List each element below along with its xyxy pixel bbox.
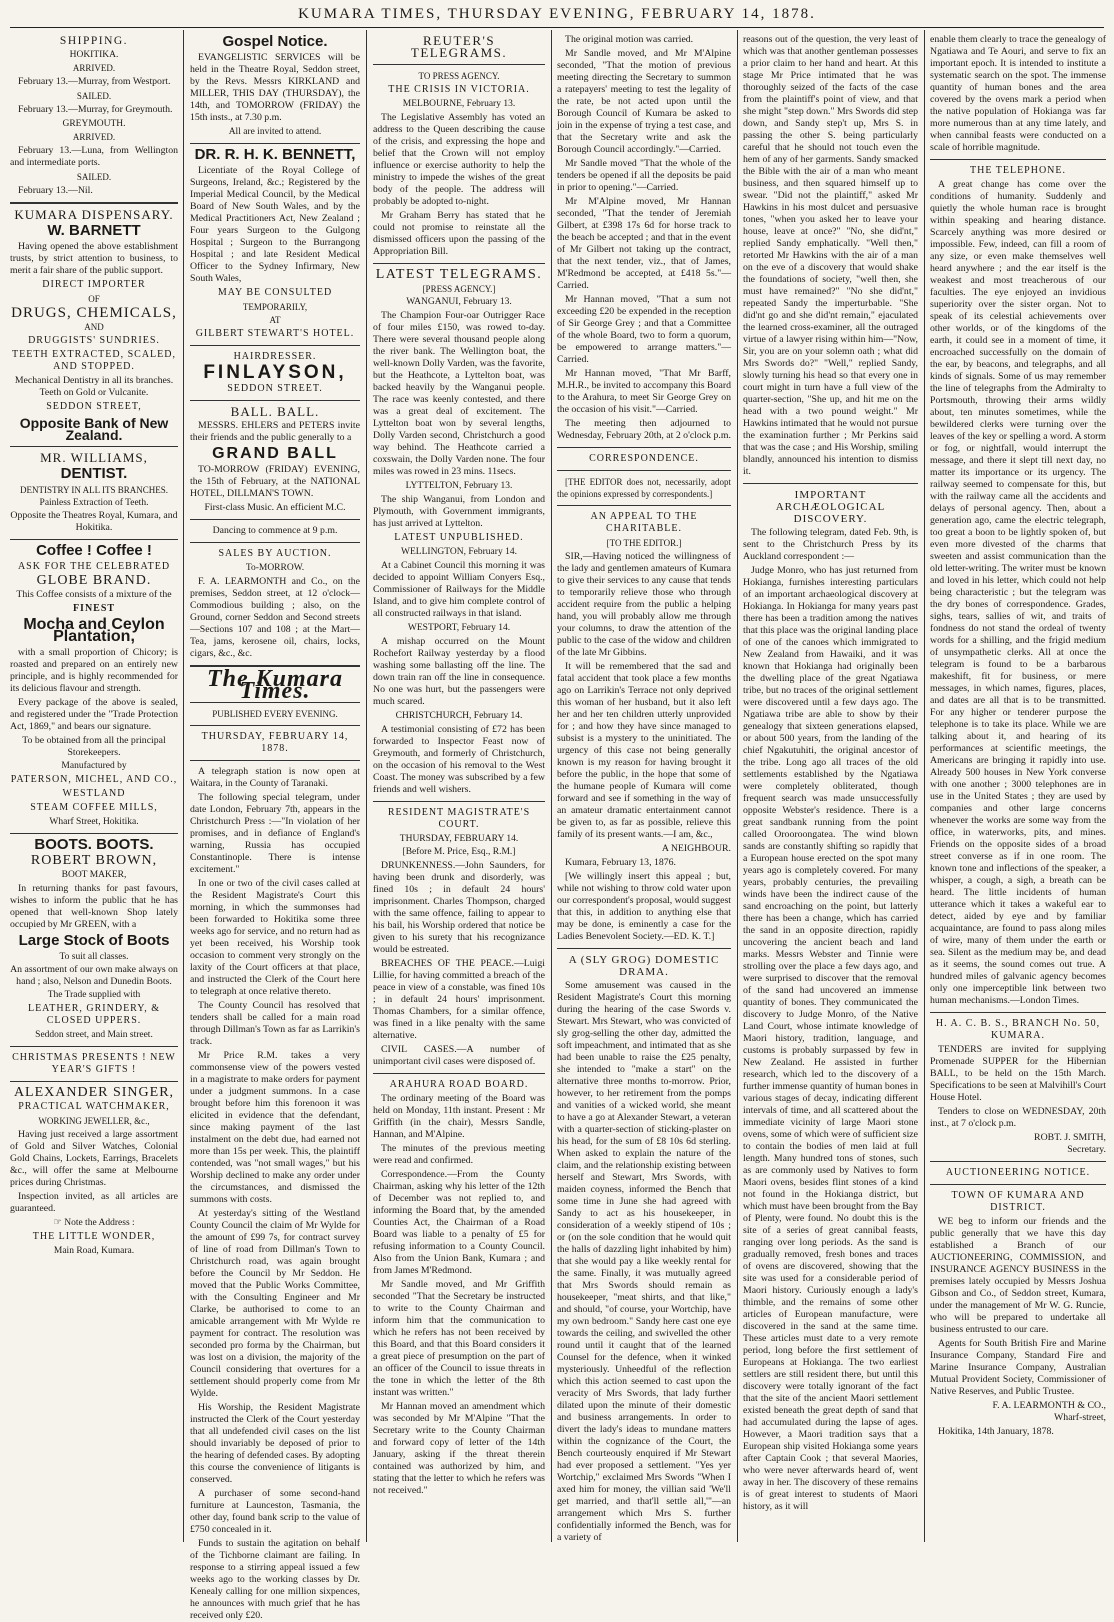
ad-line: TEETH EXTRACTED, SCALED, AND STOPPED. <box>12 349 176 372</box>
ad-line: PUBLISHED EVERY EVENING. <box>212 709 338 719</box>
ad-heading: BALL. BALL. <box>230 404 320 419</box>
shipping-entry: February 13.—Nil. <box>18 185 93 196</box>
article-paragraph: A purchaser of some second-hand furniture at Launceston, Tasmania, the other day, found bank scrip to the value of £750 concealed in it. <box>190 1488 360 1535</box>
ad-name: DR. R. H. K. BENNETT, <box>194 146 356 163</box>
editor-note: [THE EDITOR does not, necessarily, adopt the opinions expressed by correspondents.] <box>557 477 731 499</box>
subheading: SAILED. <box>76 91 112 101</box>
ad-line: DRUGS, CHEMICALS, <box>11 305 177 321</box>
ad-line: PATERSON, MICHEL, AND CO., <box>10 774 178 785</box>
ad-text: TENDERS are invited for supplying Promenade SUPPER for the Hibernian BALL, to be held on the 15th March. Specifications to be seen at Malvihill's Court House Hotel. <box>930 1044 1106 1103</box>
divider <box>930 1184 1106 1185</box>
shipping-entry: February 13.—Luna, from Wellington and intermediate ports. <box>10 145 178 168</box>
ad-line: Manufactured by <box>61 761 127 771</box>
ad-line: Main Road, Kumara. <box>53 1246 135 1256</box>
column-rule <box>551 30 552 1542</box>
ad-line: WESTLAND <box>62 788 126 799</box>
article-heading: LATEST TELEGRAMS. <box>375 267 543 282</box>
column-1 <box>10 32 178 1542</box>
signature: ROBT. J. SMITH, <box>1034 1132 1106 1143</box>
ad-line: The Trade supplied with <box>47 990 141 1000</box>
divider <box>930 159 1106 160</box>
article-paragraph: Mr Hannan moved, "That a sum not exceeding £20 be expended in the reception of Sir George Grey ; and that a Committee of the whole Board, two to form a quorum, be empowered to arrange matters."—Carried. <box>557 294 731 365</box>
article-paragraph: reasons out of the question, the very least of which was that another gentleman possesses a prior claim to her hand and heart. At this stage Mr Price intimated that he was thoroughly seized of the facts of the case from the plaintiff's point of view, and that she might "step down." Mrs Swords did step down, and Sandy step't up, Mrs S. in passing the other S. being particularly careful that he should not touch even the hem of any of her garments. Sandy smacked the Bible with the air of a man who meant business, and then squared himself up to swear. "Did not the plaintiff," asked Mr Hawkins in his most dulcet and persuasive tones, "when you asked her to leave your house, leave at once?" "No, she did'nt," replied Sandy emphatically. "Well then," retorted Mr Hawkins with the air of a man on the eve of a discovery that would shake the foundations of society, "well then, she must have remained?" "No she did'nt," repeated Sandy the imperturbable. "She did'nt go and she did'nt remain," ejaculated the learned cross-examiner, all the outraged virtue of a lawyer rising within him—"Now, Sir, you are on your solemn oath ; what did Mrs Swords do?" "Well," replied Sandy, slowly turning his head so that every one in court might in turn have a full view of the quarter-section, "She up, and hit me on the head with a two pound weight." Mr Hawkins intimated that he would not pursue the examination further ; Mr Perkins said that was the case ; and His Worship, smiling blandly, announced his intention to dismiss it. <box>743 34 918 477</box>
divider <box>373 801 545 802</box>
article-paragraph: The ship Wanganui, from London and Plymouth, with Government immigrants, has just arrived at Lyttelton. <box>373 494 545 529</box>
ad-text: MESSRS. EHLERS and PETERS invite their friends and the public generally to a <box>190 420 360 443</box>
shipping-entry: February 13.—Murray, for Greymouth. <box>18 104 173 115</box>
ad-heading: KUMARA DISPENSARY. <box>14 207 174 222</box>
article-heading: IMPORTANT ARCHÆOLOGICAL DISCOVERY. <box>775 489 886 525</box>
ad-heading: H. A. C. B. S., BRANCH No. 50, KUMARA. <box>935 1018 1101 1041</box>
ad-line: Large Stock of Boots <box>18 932 170 949</box>
divider <box>10 833 178 834</box>
ad-line: ASK FOR THE CELEBRATED <box>17 561 171 572</box>
signature: Wharf-street, <box>1054 1412 1106 1423</box>
ad-heading: SALES BY AUCTION. <box>218 548 332 559</box>
article-paragraph: A telegraph station is now open at Waitara, in the County of Taranaki. <box>190 766 360 789</box>
address-note <box>10 1217 178 1229</box>
ad-heading: TOWN OF KUMARA AND DISTRICT. <box>951 1190 1085 1213</box>
article-paragraph: Mr Hannan moved an amendment which was seconded by Mr M'Alpine "That the Secretary write to the County Chairman and forward copy of letter of the 14th January, asking if the threat therein contained was authorized by him, and stating that the letter to which he refers was not received." <box>373 1401 545 1496</box>
ad-text: To be obtained from all the principal Storekeepers. <box>22 735 166 758</box>
article-paragraph: In one or two of the civil cases called at the Resident Magistrate's Court this morning, in which the summonses had been forwarded to Hokitika some three weeks ago for service, and no return had as yet been received, his Worship took occasion to comment very strongly on the laxity of the Court officers at that place, and instructed the Clerk of the Court here to telegraph at once relative thereto. <box>190 878 360 997</box>
ad-name: FINLAYSON, <box>203 362 347 383</box>
dateline: WESTPORT, February 14. <box>407 623 511 633</box>
divider <box>930 1012 1106 1013</box>
article-heading: THE CRISIS IN VICTORIA. <box>388 84 530 95</box>
ad-line: Mocha and Ceylon Plantation, <box>23 616 165 645</box>
newspaper-title: The Kumara Times. <box>206 666 344 704</box>
article-paragraph: The Champion Four-oar Outrigger Race of four miles £150, was rowed to-day. There were several thousand people along the river bank. The Wellington boat, the well-known Dolly Varden, was the favorite, but the Heathcote, a Lyttelton boat, was backed heavily by the Wanganui people. The race was keenly contested, and there was a great deal of excitement. The Lyttelton boat won by several lengths, Dolly Varden second, Christchurch a good way behind. The Heathcote carried a coxswain, the Dolly Varden none. The four miles was rowed in 23 mins. 11secs. <box>373 310 545 477</box>
article-paragraph: DRUNKENNESS.—John Saunders, for having been drunk and disorderly, was fined 10s ; in default 24 hours' imprisonment. Charles Thompson, charged with the same offence, failing to appear to his bail, his Worship ordered that notice be given to his surety that his recognizance would be estreated. <box>373 860 545 955</box>
article-paragraph: The meeting then adjourned to Wednesday, February 20th, at 2 o'clock p.m. <box>557 418 731 441</box>
dateline: Kumara, February 13, 1876. <box>565 857 677 868</box>
shipping-entry: February 13.—Murray, from Westport. <box>18 76 171 87</box>
ad-line: Seddon street, and Main street. <box>35 1030 153 1040</box>
ad-line: Wharf Street, Hokitika. <box>49 817 139 827</box>
masthead: KUMARA TIMES, THURSDAY EVENING, FEBRUARY 14, 1878. <box>298 6 816 22</box>
ad-heading: BOOTS. BOOTS. <box>34 836 154 853</box>
article-paragraph: The following special telegram, under date London, February 7th, appears in the Christchurch Press :—"In violation of her promises, and in defiance of England's warning, Russia has occupied Constantinople. There is intense excitement." <box>190 792 360 875</box>
article-paragraph: At a Cabinet Council this morning it was decided to appoint William Conyers Esq., Commissioner of Railways for the Middle Island, and to give him complete control of all constructed railways in that island. <box>373 560 545 619</box>
divider <box>190 143 360 144</box>
ad-text: Having opened the above establishment trusts, by strict attention to business, to merit a fair share of the public support. <box>10 241 178 276</box>
subheading: [PRESS AGENCY.] <box>422 284 496 294</box>
divider <box>10 202 178 204</box>
ad-text: WE beg to inform our friends and the public generally that we have this day established a Branch of our AUCTIONEERING, COMMISSION, and INSURANCE AGENCY BUSINESS in the premises lately occupied by Messrs Joshua Gibson and Co., of Seddon street, Kumara, under the management of Mr W. G. Runcie, who will be prepared to undertake all business entrusted to our care. <box>930 1216 1106 1335</box>
article-paragraph: Mr M'Alpine moved, Mr Hannan seconded, "That the tender of Jeremiah Gilbert, at £398 17s 6d for horse track to the beach be accepted ; and that in the event of Mr Gilbert not taking up the contract, that the next tender, viz., that of James, M'Redmond be accepted, at £418 5s."—Carried. <box>557 196 731 291</box>
ad-text: with a small proportion of Chicory; is roasted and prepared on an entirely new principle, and is highly recommended for its delicious flavour and strength. <box>10 647 178 694</box>
ad-line: To-MORROW. <box>245 563 305 573</box>
divider <box>557 470 731 471</box>
article-paragraph: A testimonial consisting of £72 has been forwarded to Inspector Feast now of Greymouth, and formerly of Christchurch, on the occasion of his removal to the West Coast. The money was subscribed by a few friends and well wishers. <box>373 724 545 795</box>
subheading: ARRIVED. <box>72 63 116 73</box>
article-heading: A (SLY GROG) DOMESTIC DRAMA. <box>568 954 720 978</box>
ad-heading: HAIRDRESSER. <box>233 351 317 362</box>
article-paragraph: Judge Monro, who has just returned from Hokianga, furnishes interesting particulars of an important archaeological discovery at Hokianga. In Hokianga for many years past there has been a tradition among the natives that this place was the original landing place of one of the canoes which immigrated to New Zealand from Hawaiki, and it was known that Hokianga had originally been the dwelling place of the great Ngatiawa tribe, but no traces of the original settlement were discovered until a few days ago. The Ngatiawa tribe are able to show by their genealogy that sixteen generations elapsed, or about 500 years, from the landing of the chief Ngakutuhiti, the original ancestor of the tribe. Long ago all traces of the old settlements established by the Ngatiawa were completely obliterated, though frequent search was made unsuccessfully opposite Webster's residence. There is a great sandbank running from the point called Orooroongatea. The wind blown sands are constantly shifting so rapidly that a European house erected on the spot many years ago is completely covered. For many years, probably centuries, the prevailing winds have been the indirect cause of the sand encroaching on the point, but latterly there has been a change, which has carried the sand in an opposite direction, rapidly uncovering the ancient beach and land marks. Messrs Webster and Tinnie were strolling over the place a few days ago, and were surprised to discover that the removal of the sand had uncovered an immense quantity of bones. They communicated the discovery to Judge Monro, of the Native Land Court, whose intimate knowledge of Maori history, tradition, language, and customs is probably surpassed by few in New Zealand. He assisted in further research, which led to the discovery of a further immense quantity of human bones in various stages of decay, indicating different intervals of time, and all scattered about the immediate vicinity of large Maori stone ovens, some of which were of sufficient size to contain the bodies of men laid at full length. Many hundred tons of stones, such as are commonly used by Natives to form Maori ovens, besides flint stones of a kind not found in the Hokianga district, but which must have been brought from the Bay of Plenty, were found. No doubt this is the site of a series of great cannibal feasts, ranging over long periods. As the sand is gradually removed, fresh bones and traces of ovens are discovered, showing that the site was used for a considerable period of Maori history. Curiously enough a lady's thimble, and the remains of some other articles of European manufacture, were discovered in the sand at the same time. These articles must date to a very remote period, long before the first settlement of Europeans at Hokianga. The two earliest settlers are still resident there, but until this discovery were totally ignorant of the fact that the site of the ancient Maori settlement existed beneath the great depth of sand that had accumulated during the lapse of ages. However, a Maori tradition says that a European ship visited Hokianga some years after Captain Cook ; that several Maories, who were never afterwards heard of, went away in her. The discovery of these remains is of great interest to students of Maori history, as it will <box>743 565 918 1512</box>
divider <box>557 505 731 506</box>
ad-line: DIRECT IMPORTER <box>42 279 146 290</box>
divider <box>10 1081 178 1082</box>
ad-line: OF <box>88 294 100 304</box>
ad-heading: CHRISTMAS PRESENTS ! NEW YEAR'S GIFTS ! <box>12 1052 176 1075</box>
ad-text: F. A. LEARMONTH and Co., on the premises, Seddon street, at 12 o'clock—Commodious building ; also, on the Ground, corner Seddon and Second streets—Sections 107 and 108 ; at the Mart—Tea, jams, kerosene oil, chairs, locks, cigars, &c., &c. <box>190 576 360 659</box>
ad-name: W. BARNETT <box>47 222 141 239</box>
column-2 <box>190 32 360 1621</box>
ad-heading: Coffee ! Coffee ! <box>36 542 152 559</box>
ad-line: BOOT MAKER, <box>61 870 127 880</box>
ad-heading: AUCTIONEERING NOTICE. <box>945 1167 1091 1178</box>
subheading: [Before M. Price, Esq., R.M.] <box>402 847 516 857</box>
article-heading: AN APPEAL TO THE CHARITABLE. <box>590 511 698 534</box>
ad-heading: Gospel Notice. <box>222 33 328 50</box>
signature: F. A. LEARMONTH & CO., <box>992 1400 1106 1411</box>
pointing-hand-icon: ☞ <box>53 1218 65 1228</box>
article-paragraph: A great change has come over the conditions of humanity. Suddenly and quietly the whole human race is brought within speaking and hearing distance. Scarcely anything was more desired or impossible. Few, indeed, can fill a room of any size, or even make themselves well heard anywhere ; and the ear itself is the weakest and most treacherous of our faculties. The eye enjoyed an invidious superiority over the sister organ. Not to speak of its celestial achievements over other worlds, or of the kingdoms of the earth, it could see in a moment of time, it encroached successfully on the domain of the ear, by beacons, and telegraphs, and all kinds of signals. Some of us may remember the line of telegraphs from the Admiralty to Portsmouth, throwing their arms wildly about, ten minutes sometimes, while the bewildered clerks were turning over the leaves of the key or spelling a word. A storm or fog, or nightfall, would interrupt the message, and there it slept till next day, no matter its importance or its urgency. The railway seemed to compensate for this, but with the railway came all the accidents and delays of personal agency. Then, about a generation ago, came the electric telegraph, too great a boon to be lightly spoken of, but even more divested of the charms that sweeten and assist communication than the old letter-writing. The writer must be known and loved in his letter, which could not help being characteristic ; but the telegram was the dry bones of correspondence. Grades, sighs, tears, sallies of wit, and traits of fondness do not stand the ordeal of twenty words for a shilling, and the frigid medium of unsympathetic clerks. All at once the telegram is found to be a barbarous makeshift, fit for business, or mere messages, in which names, figures, places, and dates are all that is to be transmitted. For any higher or tenderer purpose the telephone is to take its place. While we are talking about it, and hearing of its performances at scientific meetings, the Americans are bringing it rapidly into use. Already 500 houses in New York converse with one another ; 3000 telephones are in use in the United States ; they are used by companies and other large concerns whenever the works are some way from the office, in waterworks, pits, and mines. Friends on the opposite sides of a broad street converse as if in one room. The known tone and inflections of the speaker, a whisper, a cough, a sigh, a breath can be heard. The little incidents of human utterance which it takes a wakeful ear to detect, aided by eye and by familiar acquaintance, are found to pass along miles of wire, many of them under the earth or sea. Silent as the medium may be, and dead as it seems, the sound comes out true. A hundred miles of galvanic agency becomes only one imperceptible link between two human mechanisms.—London Times. <box>930 179 1106 1006</box>
article-paragraph: BREACHES OF THE PEACE.—Luigi Lillie, for having committed a breach of the peace in view of a constable, was fined 10s ; in default 24 hours' imprisonment. Thomas Chambers, for a similar offence, was fined in a like penalty with the same alternative. <box>373 958 545 1041</box>
ad-line: Painless Extraction of Teeth. <box>39 498 149 508</box>
column-6 <box>930 32 1106 1542</box>
ad-name: ALEXANDER SINGER, <box>13 1085 175 1100</box>
article-paragraph: The original motion was carried. <box>565 34 694 45</box>
ad-line: PRACTICAL WATCHMAKER, <box>18 1101 170 1112</box>
ad-text: Having just received a large assortment of Gold and Silver Watches, Colonial Gold Chains, Lockets, Earrings, Bracelets &c., will offer the same at Melbourne prices during Christmas. <box>10 1129 178 1188</box>
column-3 <box>373 32 545 1542</box>
issue-date: THURSDAY, FEBRUARY 14, 1878. <box>201 731 349 754</box>
ad-line: SEDDON STREET, <box>46 401 142 412</box>
signature: Secretary. <box>1067 1144 1106 1155</box>
ad-text: Agents for South British Fire and Marine Insurance Company, Standard Fire and Marine Insurance Company, Australian Mutual Provident Society, Commissioner of Native Reserves, and Public Trustee. <box>930 1338 1106 1397</box>
divider <box>557 447 731 448</box>
ad-line: Dancing to commence at 9 p.m. <box>212 525 338 536</box>
divider <box>190 345 360 346</box>
ad-line: GLOBE BRAND. <box>36 573 152 588</box>
column-5 <box>743 32 918 1542</box>
dateline: CHRISTCHURCH, February 14. <box>395 711 523 721</box>
ad-line: AND <box>84 322 104 332</box>
article-paragraph: His Worship, the Resident Magistrate instructed the Clerk of the Court yesterday that all undefended civil cases on the list should invariably be deposed of prior to the hearing of defended cases. By adopting this course the convenience of litigants is conserved. <box>190 1402 360 1485</box>
ad-text: EVANGELISTIC SERVICES will be held in the Theatre Royal, Seddon street, by the Revs. Messrs KIRKLAND and MILLER, THIS DAY (THURSDAY), the 14th, and TOMORROW (FRIDAY) the 15th insts., at 7.30 p.m. <box>190 52 360 123</box>
port-heading: GREYMOUTH. <box>62 119 126 129</box>
ad-line: WORKING JEWELLER, &c., <box>38 1116 150 1126</box>
article-paragraph: Mr Hannan moved, "That Mr Barff, M.H.R., be invited to accompany this Board to the Arahura, to meet Sir George Grey on the occasion of his visit."—Carried. <box>557 368 731 415</box>
ad-text: Opposite the Theatres Royal, Kumara, and Hokitika. <box>10 510 178 533</box>
signature: A NEIGHBOUR. <box>661 843 731 854</box>
ad-text: Inspection invited, as all articles are guaranteed. <box>10 1191 178 1214</box>
ad-text: An assortment of our own make always on hand ; also, Nelson and Dunedin Boots. <box>10 964 178 987</box>
ad-line: Opposite Bank of New Zealand. <box>19 415 169 443</box>
masthead-rule <box>10 27 1104 28</box>
ad-line: First-class Music. An efficient M.C. <box>204 502 346 513</box>
ad-line: FINEST <box>72 603 116 614</box>
subheading: TO PRESS AGENCY. <box>418 71 500 81</box>
article-heading: CORRESPONDENCE. <box>589 453 699 464</box>
ad-heading: MR. WILLIAMS, <box>40 450 148 465</box>
divider <box>10 446 178 447</box>
port-heading: HOKITIKA. <box>69 50 119 60</box>
subheading: [TO THE EDITOR.] <box>606 538 682 548</box>
ad-line: To suit all classes. <box>59 952 129 962</box>
ad-line: THE LITTLE WONDER, <box>32 1231 156 1242</box>
ad-line: TEMPORARILY, <box>242 302 308 312</box>
ad-line: Note the Address : <box>64 1218 135 1228</box>
article-paragraph: Mr Sandle moved "That the whole of the tenders be opened if all the deposits be paid in prior to opening."—Carried. <box>557 158 731 193</box>
ad-text: Every package of the above is sealed, and registered under the "Trade Protection Act, 1869," and bears our signature. <box>10 697 178 732</box>
column-rule <box>366 30 367 1542</box>
article-heading: REUTER'S TELEGRAMS. <box>410 33 508 60</box>
editor-note: [We willingly insert this appeal ; but, while not wishing to throw cold water upon our correspondent's proposal, would suggest that this, in addition to anything else that may be done, is eminently a case for the Ladies Benevolent Society.—ED. K. T.] <box>557 871 731 942</box>
ad-text: Mechanical Dentistry in all its branches. Teeth on Gold or Vulcanite. <box>14 375 174 398</box>
shipping-heading: SHIPPING. <box>59 35 129 47</box>
ad-text: Tenders to close on WEDNESDAY, 20th inst., at 7 o'clock p.m. <box>930 1106 1106 1129</box>
article-paragraph: The County Council has resolved that tenders shall be called for a main road through Dillman's Town as far as Larrikin's track. <box>190 1000 360 1047</box>
divider <box>373 1073 545 1074</box>
subheading: ARRIVED. <box>72 132 116 142</box>
divider <box>10 539 178 540</box>
divider <box>10 1046 178 1047</box>
article-heading: THE TELEPHONE. <box>969 165 1067 176</box>
dateline: THURSDAY, FEBRUARY 14. <box>399 834 519 844</box>
column-rule <box>183 30 184 1542</box>
ad-name: ROBERT BROWN, <box>30 853 158 868</box>
subheading: SAILED. <box>76 172 112 182</box>
dateline: WANGANUI, February 13. <box>406 297 512 307</box>
article-paragraph: The ordinary meeting of the Board was held on Monday, 11th instant. Present : Mr Griffith (in the chair), Messrs Sandle, Hannan, and M'Alpine. <box>373 1093 545 1140</box>
divider <box>743 483 918 484</box>
ad-line: LEATHER, GRINDERY, & CLOSED UPPERS. <box>27 1003 161 1026</box>
article-paragraph: SIR,—Having noticed the willingness of the lady and gentlemen amateurs of Kumara to give their services to any cause that tends to temporarily relieve those who through accident require from the public a helping hand, you will probably allow me through your columns, to draw the attention of the public to the case of the widow and children of the late Mr Gibbins. <box>557 551 731 658</box>
dateline: Hokitika, 14th January, 1878. <box>938 1426 1054 1437</box>
dateline: MELBOURNE, February 13. <box>402 99 516 109</box>
ad-line: GRAND BALL <box>212 445 338 462</box>
article-paragraph: Funds to sustain the agitation on behalf of the Tichborne claimant are failing. In response to a stirring appeal issued a few weeks ago to the working classes by Dr. Kenealy calling for one million sixpences, he announces with much grief that he has received only £20. <box>190 1538 360 1621</box>
ad-line: SEDDON STREET. <box>227 383 323 394</box>
article-paragraph: Mr Graham Berry has stated that he could not promise to reinstate all the dismissed officers upon the passing of the Appropriation Bill. <box>373 210 545 257</box>
ad-text: This Coffee consists of a mixture of the <box>16 589 172 600</box>
ad-name: DENTIST. <box>60 465 128 482</box>
article-paragraph: The following telegram, dated Feb. 9th, is sent to the Christchurch Press by its Auckland correspondent :— <box>743 527 918 562</box>
ad-line: MAY BE CONSULTED <box>217 287 333 298</box>
dateline: LYTTELTON, February 13. <box>405 481 513 491</box>
column-rule <box>924 30 925 1542</box>
article-paragraph: The Legislative Assembly has voted an address to the Queen describing the cause of the crisis, and expressing the hope and belief that the Crown will not employ influence or exercise authority to help the ministry to impede the wishes of the great body of the people. The address will probably be adopted to-night. <box>373 112 545 207</box>
ad-text: Licentiate of the Royal College of Surgeons, Ireland, &c.; Registered by the Imperial Medical Council, by the Medical Board of New South Wales, and by the Medical Practitioners Act, New Zealand ; Four years Surgeon to the Gulgong Hospital ; Surgeon to the Burrangong Hospital ; and late Resident Medical Officer to the Sydney Infirmary, New South Wales, <box>190 165 360 284</box>
article-heading: LATEST UNPUBLISHED. <box>394 532 524 543</box>
ad-text: TO-MORROW (FRIDAY) EVENING, the 15th of February, at the NATIONAL HOTEL, DILLMAN'S TOWN. <box>190 464 360 499</box>
divider <box>373 64 545 65</box>
article-paragraph: At yesterday's sitting of the Westland County Council the claim of Mr Wylde for the amount of £99 7s, for contract survey of line of road from Dillman's Town to Christchurch road, was again brought before the Council by Mr Seddon. He moved that the Public Works Committee, with the Consulting Engineer and Mr Clarke, be authorised to come to an amicable arrangement with Mr Wylde re payment for contract. The resolution was seconded pro forma by the Chairman, but was lost on a division, the majority of the Council considering that overtures for a settlement should properly come from Mr Wylde. <box>190 1208 360 1399</box>
ad-text: In returning thanks for past favours, wishes to inform the public that he has opened that well-known Shop lately occupied by Mr GREEN, with a <box>10 883 178 930</box>
article-paragraph: enable them clearly to trace the genealogy of Ngatiawa and Te Aouri, and serve to fix an important epoch. It is intended to institute a systematic search on the spot. The immense quantity of human bones and the area covered by the ovens mark a period when the native population of Hokianga was far more numerous than at any time lately, and when cannibal feasts were conducted on a scale of horrible magnitude. <box>930 34 1106 153</box>
article-paragraph: A mishap occurred on the Mount Rochefort Railway yesterday by a flood washing some ballasting off the line. The down train ran off the line in consequence. No one was hurt, but the passengers were much scared. <box>373 636 545 707</box>
divider <box>930 1161 1106 1162</box>
divider <box>557 948 731 949</box>
divider <box>190 400 360 401</box>
article-paragraph: Mr Sandle moved, and Mr Griffith seconded "That the Secretary be instructed to write to the County Chairman and inform him that the communication to which he refers has not been received by this Board, and that this Board considers it a great piece of presumption on the part of an officer of the Council to issue threats in the tone in which the letter of the 8th instant was written." <box>373 1279 545 1398</box>
ad-line: STEAM COFFEE MILLS, <box>30 802 158 813</box>
divider <box>373 263 545 264</box>
ad-line: All are invited to attend. <box>228 127 322 137</box>
divider <box>190 542 360 543</box>
column-rule <box>737 30 738 1542</box>
column-4 <box>557 32 731 1542</box>
article-paragraph: Some amusement was caused in the Resident Magistrate's Court this morning during the hearing of the case Swords v. Stewart. Mrs Stewart, who was convicted of sly grog-selling the other day, admitted the soft impeachment, and intimated that as she had been unable to raise the £25 penalty, she intended to "make a start" on the alternative three months to-morrow. Prior, however, to her retirement from the pomps and vanities of a wicked world, she meant to have a go at Alexander Stewart, a veteran with a quarter-section of sticking-plaster on his head, for the sum of £8 10s 6d sterling. When asked to explain the nature of the claim, and the relationship existing between herself and Stewart, Mrs Swords, with maiden coyness, informed the Bench that some time in June she had agreed with Sandy to act as his housekeeper, in consideration of a weekly stipend of 10s ; or (on the sole condition that he would quit the halls of dazzling light inhabited by him) that she would pay a like weekly rental for the same. Finally, it was mutually agreed that Mrs Swords should remain as housekeeper, "meat shirts, and that like," and should, "of course, your Wortchip, have my own bedroom." Sandy here cast one eye towards the ceiling, and swivelled the other round until it caught that of the learned Counsel for the defence, when it winked mysteriously. Unheedful of the reflection which this action seemed to cast upon the veracity of Mrs Swords, that lady further dilated upon the minute of their domestic and business arrangements. In order to divert the lady's ideas to mundane matters within the cognizance of the Court, the Bench courteously enquired if Mr Stewart had ever proposed a settlement. "Yes yer Wortchip," exclaimed Mrs Swords "When I axed him for money, the villian said 'We'll get married, and that'll settle all,'"—an arrangement which Mrs S. further confidentially informed the Bench, was for a variety of <box>557 980 731 1543</box>
ad-line: DRUGGISTS' SUNDRIES. <box>28 335 160 346</box>
ad-line: AT <box>269 315 281 325</box>
divider <box>190 760 360 761</box>
article-paragraph: The minutes of the previous meeting were read and confirmed. <box>373 1143 545 1166</box>
dateline: WELLINGTON, February 14. <box>401 547 517 557</box>
ad-line: GILBERT STEWART'S HOTEL. <box>195 328 355 339</box>
article-heading: ARAHURA ROAD BOARD. <box>389 1079 529 1090</box>
article-paragraph: It will be remembered that the sad and fatal accident that took place a few months ago on Larrikin's Terrace not only deprived this woman of her husband, but it also left her and her ten children utterly unprovided for ; and how they have since managed to subsist is a mystery to the uninitiated. The urgency of this case not being generally known is my reason for having brought it before the public, in the hope that some of the humane people of Kumara will come forward and see if something in the way of an amateur dramatic entertainment cannot be given to, as far as possible, relieve this family of its present wants.—I am, &c., <box>557 661 731 840</box>
ad-line: DENTISTRY IN ALL ITS BRANCHES. <box>19 485 169 495</box>
divider <box>190 725 360 726</box>
article-paragraph: Correspondence.—From the County Chairman, asking why his letter of the 12th of December was not replied to, and informing the Board that, by the amended Counties Act, the Chairman of a Road Board was liable to a penalty of £5 for refusing information to a County Council. Also from the Union Bank, Kumara ; and from James M'Redmond. <box>373 1169 545 1276</box>
article-paragraph: CIVIL CASES.—A number of unimportant civil cases were disposed of. <box>373 1044 545 1067</box>
divider <box>190 519 360 520</box>
article-heading: RESIDENT MAGISTRATE'S COURT. <box>387 807 531 830</box>
article-paragraph: Mr Sandle moved, and Mr M'Alpine seconded, "That the motion of previous meeting directing the Secretary to summon a ratepayers' meeting to test the legality of the rate, be not acted upon until the Borough Council of Kumara be asked to join in the expense of trying a test case, and that the Secretary write and ask the Borough Council accordingly."—Carried. <box>557 48 731 155</box>
article-paragraph: Mr Price R.M. takes a very commonsense view of the powers vested in a magistrate to make orders for payment under a judgment summons. In a case brought before him this forenoon it was elicited in evidence that the defendant, since making payment of the last instalment on the debt due, had earned not more than 15s per week. This, the plaintiff contended, was "not small wages," but his Worship declined to make any order under the circumstances, and dismissed the summons with costs. <box>190 1050 360 1205</box>
